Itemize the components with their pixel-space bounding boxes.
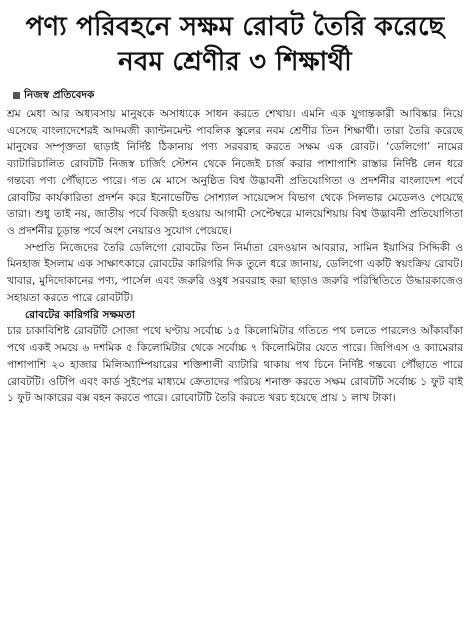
headline: পণ্য পরিবহনে সক্ষম রোবট তৈরি করেছে নবম শ্রেণীর ৩ শিক্ষার্থী <box>25 12 445 77</box>
section-subhead: রোবটের কারিগরি সক্ষমতা <box>25 309 135 322</box>
byline <box>13 89 463 102</box>
paragraph-2: সম্প্রতি নিজেদের তৈরি ডেলিগো রোবটের তিন নির্মাতা রেদওয়ান আবরার, সামিন ইয়াসির সিদ্দিকী ও মিনহাজ ইসলাম এক সাক্ষাৎকারে রোবটের কারিগরি দিক তুলে ধরে জানায়, ডেলিগো একটি স্বয়ংক্রিয় রোবট। খাবার, মুদিদোকানের পণ্য, পার্সেল এবং জরুরি ওষুধ সরবরাহ করা ছাড়াও জরুরি পরিস্থিতিতে উদ্ধারকাজেও সহায়তা করতে পারে রোবটটি। <box>7 241 463 304</box>
article-body <box>7 106 463 306</box>
article-page <box>0 10 469 629</box>
square-bullet-icon <box>13 92 20 99</box>
paragraph-3: চার চাকাবিশিষ্ট রোবটটি সোজা পথে ঘণ্টায় সর্বোচ্চ ১৫ কিলোমিটার গতিতে পথ চলতে পারলেও আঁকাবাঁকা পথে একই সময়ে ৬ দশমিক ৫ কিলোমিটার থেকে সর্বোচ্চ ৭ কিলোমিটার যেতে পারে। জিপিএস ও ক্যামেরার পাশাপাশি ২০ হাজার মিলিঅ্যাম্পিয়ারের শক্তিশালী ব্যাটারি থাকায় পথ চিনে নির্দিষ্ট গন্তব্যে পৌঁছাতে পারে রোবটটি। ওটিপি এবং কার্ড সুইপের মাধ্যমে ক্রেতাদের পরিচয় শনাক্ত করতে সক্ষম রোবটটি সর্বোচ্চ ১ ফুট বাই ১ ফুট আকারের বক্স বহন করতে পারে। রোবোটটি তৈরি করতে খরচ হয়েছে প্রায় ১ লাখ টাকা। <box>7 325 463 405</box>
paragraph-1: শ্রম মেধা আর অধ্যবসায় মানুষকে অসাধ্যকে সাধন করতে শেখায়। এমনি এক যুগান্তকারী আবিষ্কার নিয়ে এসেছে বাংলাদেশেরই আদমজী ক্যান্টনমেন্ট পাবলিক স্কুলের নবম শ্রেণীর তিন শিক্ষার্থী। তারা তৈরি করেছে মানুষের সম্পৃক্ততা ছাড়াই নির্দিষ্ট ঠিকানায় পণ্য সরবরাহ করতে সক্ষম এক রোবট। ‘ডেলিগো’ নামের ব্যাটারিচালিত রোবটটি নিজস্ব চার্জিং স্টেশন থেকে নিজেই চার্জ করার পাশাপাশি রাস্তার নির্দিষ্ট লেন ধরে গন্তব্যে পণ্য পৌঁছাতে পারে। গত মে মাসে অনুষ্ঠিত বিশ্ব উদ্ভাবনী প্রতিযোগিতা ও প্রদর্শনীর বাংলাদেশ পর্বে রোবটির কার্যকারিতা প্রদর্শন করে ইনোভেটিভ সোশ্যাল সায়েন্সেস বিভাগ থেকে সিলভার মেডেলও পেয়েছে তারা। শুধু তাই নয়, জাতীয় পর্বে বিজয়ী হওয়ায় আগামী সেপ্টেম্বরে মালয়েশিয়ায় বিশ্ব উদ্ভাবনী প্রতিযোগিতা ও প্রদর্শনীর চূড়ান্ত পর্বে অংশ নেয়ারও সুযোগ পেয়েছে। <box>7 108 463 237</box>
article-body-continued <box>7 323 463 407</box>
byline-text: নিজস্ব প্রতিবেদক <box>24 89 95 101</box>
